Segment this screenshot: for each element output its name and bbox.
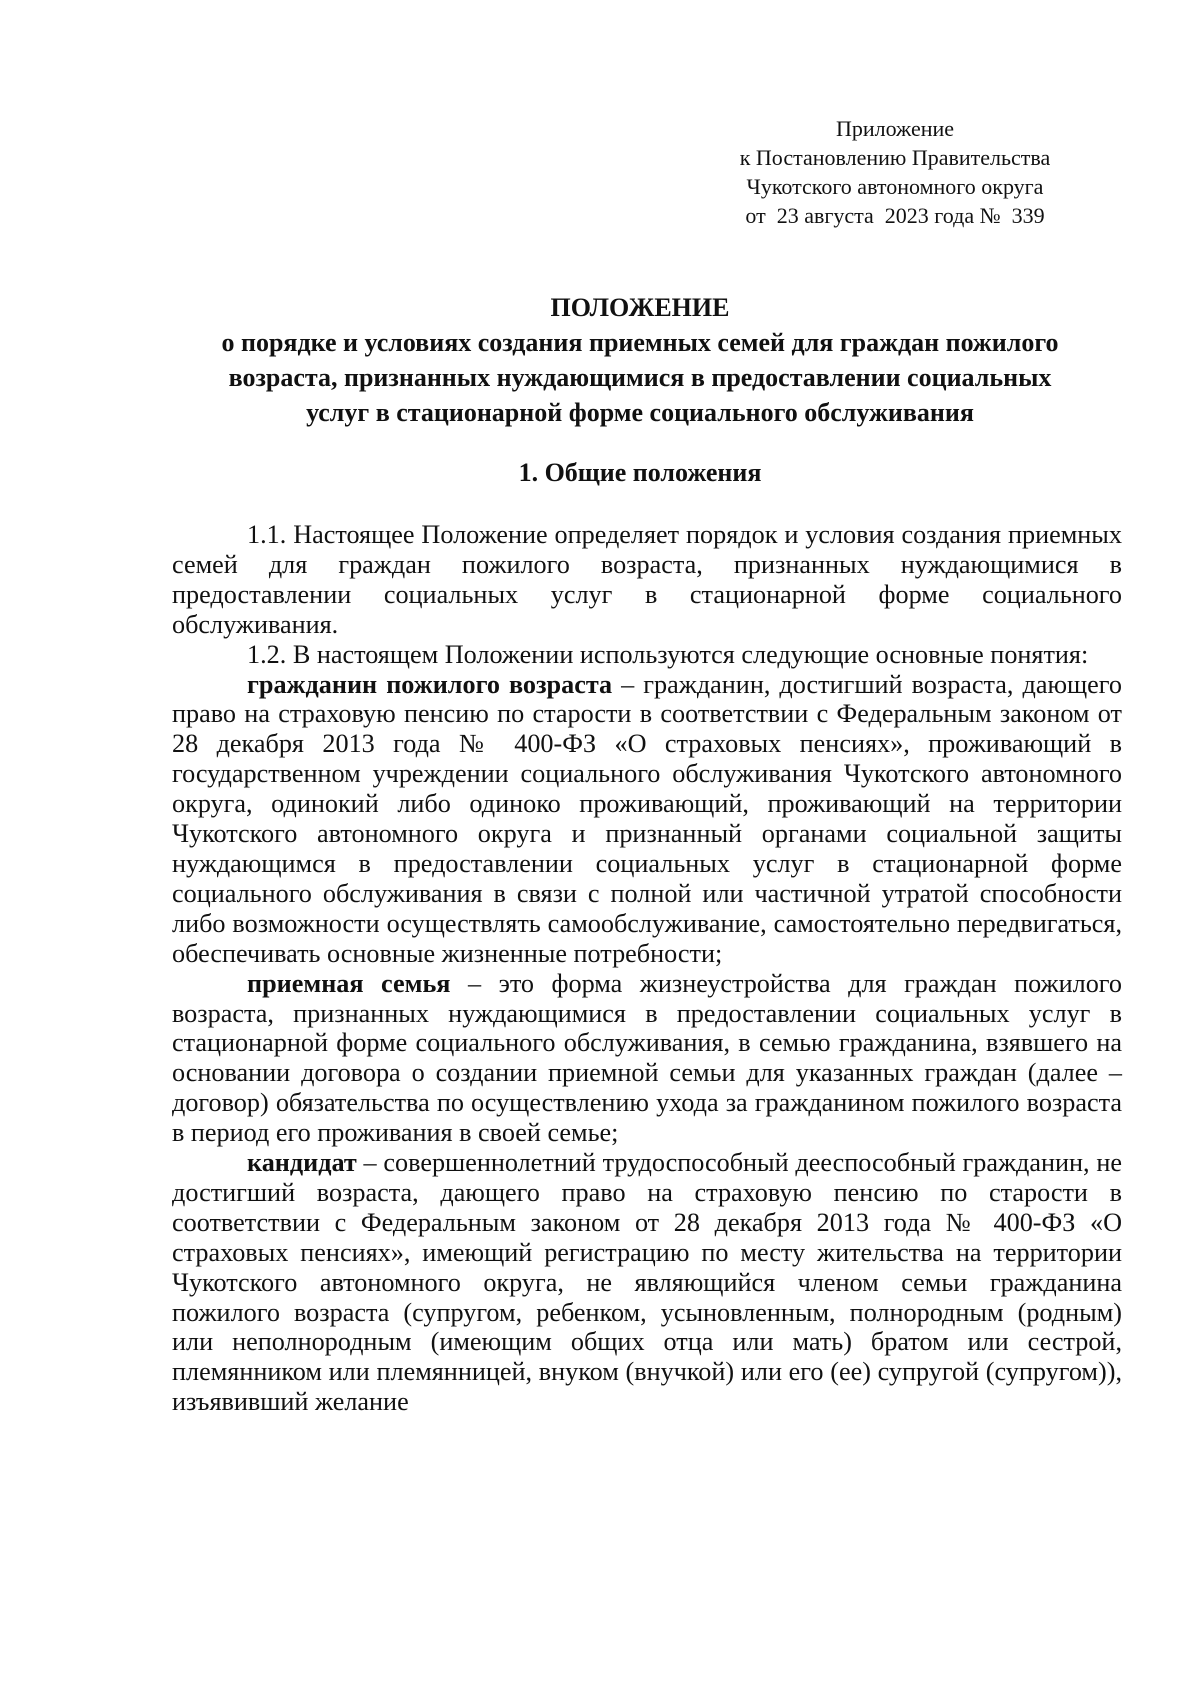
definition-candidate — [172, 1148, 1122, 1417]
appendix-line-1: Приложение — [835, 116, 955, 141]
definition-text-candidate: – совершеннолетний трудоспособный дееспособный гражданин, не достигший возраста, дающего право на страховую пенсию по старости в соответствии с Федеральным законом от 28 декабря 2013 года № 400-ФЗ «О страховых пенсиях», имеющий регистрацию по месту жительства на территории Чукотского автономного округа, не являющийся членом семьи гражданина пожилого возраста (супругом, ребенком, усыновленным, полнородным (родным) или неполнородным (имеющим общих отца или мать) братом или сестрой, племянником или племянницей, внуком (внучкой) или его (ее) супругой (супругом)), изъявивший желание — [172, 1148, 1122, 1417]
section-heading: 1. Общие положения — [518, 458, 762, 487]
appendix-line-4: от 23 августа 2023 года № 339 — [745, 203, 1045, 228]
term-candidate: кандидат — [247, 1148, 357, 1178]
definition-elderly-citizen — [172, 670, 1122, 969]
paragraph-1-2: 1.2. В настоящем Положении используются следующие основные понятия: — [247, 639, 1089, 669]
document-title — [160, 290, 1120, 430]
appendix-block — [690, 114, 1100, 230]
term-foster-family: приемная семья — [247, 968, 451, 998]
paragraph-1-1: 1.1. Настоящее Положение определяет порядок и условия создания приемных семей для граждан пожилого возраста, признанных нуждающимися в предоставлении социальных услуг в стационарной форме социального обслуживания. — [172, 520, 1122, 639]
definition-text-elderly-citizen: – гражданин, достигший возраста, дающего право на страховую пенсию по старости в соответствии с Федеральным законом от 28 декабря 2013 года № 400-ФЗ «О страховых пенсиях», проживающий в государственном учреждении социального обслуживания Чукотского автономного округа, одинокий либо одиноко проживающий, проживающий на территории Чукотского автономного округа и признанный органами социальной защиты нуждающимся в предоставлении социальных услуг в стационарной форме социального обслуживания в связи с полной или частичной утратой способности либо возможности осуществлять самообслуживание, самостоятельно передвигаться, обеспечивать основные жизненные потребности; — [172, 669, 1122, 968]
term-elderly-citizen: гражданин пожилого возраста — [247, 669, 613, 699]
title-line-1: о порядке и условиях создания приемных семей для граждан пожилого — [221, 328, 1059, 357]
title-line-2: возраста, признанных нуждающимися в предоставлении социальных — [228, 363, 1052, 392]
appendix-line-3: Чукотского автономного округа — [746, 174, 1044, 199]
body-text — [172, 520, 1122, 1417]
appendix-line-2: к Постановлению Правительства — [739, 145, 1051, 170]
title-main: ПОЛОЖЕНИЕ — [550, 293, 730, 322]
definition-text-foster-family: – это форма жизнеустройства для граждан пожилого возраста, признанных нуждающимися в предоставлении социальных услуг в стационарной форме социального обслуживания, в семью гражданина, взявшего на основании договора о создании приемной семьи для указанных граждан (далее – договор) обязательства по осуществлению ухода за гражданином пожилого возраста в период его проживания в своей семье; — [172, 968, 1122, 1148]
title-line-3: услуг в стационарной форме социального обслуживания — [306, 398, 974, 427]
definition-foster-family — [172, 969, 1122, 1148]
